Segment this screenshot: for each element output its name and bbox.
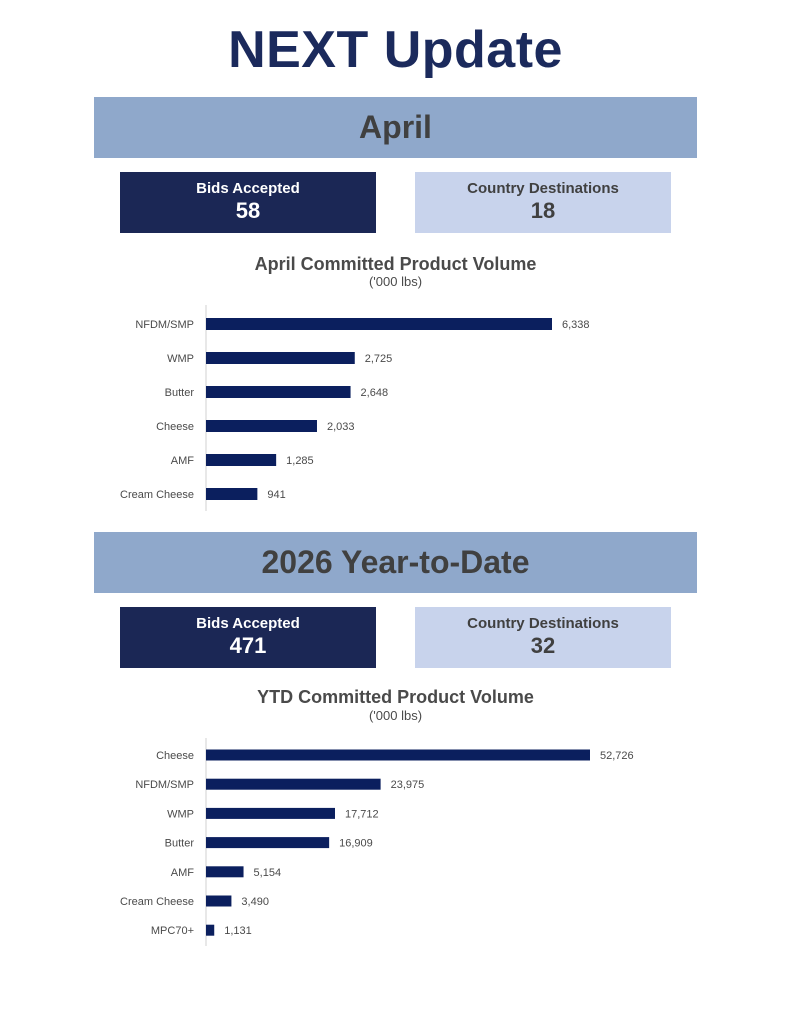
value-label: 2,033 (326, 421, 355, 433)
bar (206, 488, 257, 500)
category-label: Cheese (156, 421, 194, 433)
april-country-destinations-box (415, 172, 671, 233)
april-volume-bar-chart (0, 305, 791, 515)
category-label: Cream Cheese (120, 896, 194, 908)
bar (206, 386, 351, 398)
april-bids-accepted-label: Bids Accepted (196, 180, 300, 197)
april-chart-title: April Committed Product Volume (254, 254, 537, 274)
ytd-chart-title: YTD Committed Product Volume (257, 687, 534, 707)
ytd-bids-accepted-value: 471 (229, 633, 267, 658)
value-label: 6,338 (562, 319, 590, 331)
value-label: 2,725 (364, 353, 393, 365)
april-section-band: April (94, 97, 697, 158)
value-label: 1,285 (286, 455, 314, 467)
category-label: NFDM/SMP (135, 319, 194, 331)
category-label: MPC70+ (150, 925, 194, 938)
bar (206, 866, 244, 877)
value-label: 16,909 (339, 837, 373, 850)
value-label: 1,131 (224, 925, 252, 938)
category-label: AMF (170, 866, 194, 879)
ytd-country-destinations-value: 32 (530, 633, 556, 658)
category-label: Butter (164, 837, 194, 850)
value-label: 2,648 (360, 387, 389, 399)
value-label: 23,975 (390, 779, 425, 792)
bar (206, 352, 355, 364)
bar (206, 318, 552, 330)
april-bids-accepted-value: 58 (235, 198, 261, 223)
bar (206, 837, 329, 848)
bar (206, 808, 335, 819)
category-label: Cream Cheese (120, 489, 194, 501)
value-label: 52,726 (600, 750, 634, 762)
ytd-country-destinations-label: Country Destinations (467, 615, 619, 632)
value-label: 5,154 (253, 866, 282, 879)
category-label: WMP (167, 808, 194, 821)
category-label: AMF (170, 455, 194, 467)
ytd-section-band: 2026 Year-to-Date (94, 532, 697, 593)
bar (206, 454, 276, 466)
bar (206, 896, 231, 907)
category-label: NFDM/SMP (135, 779, 194, 792)
category-label: Cheese (156, 750, 194, 762)
value-label: 17,712 (344, 808, 379, 821)
april-bids-accepted-box (120, 172, 376, 233)
ytd-chart-subtitle: ('000 lbs) (368, 708, 423, 723)
ytd-volume-bar-chart (0, 738, 791, 950)
april-country-destinations-label: Country Destinations (467, 180, 619, 197)
ytd-bids-accepted-label: Bids Accepted (196, 615, 300, 632)
bar (206, 779, 381, 790)
page-title: NEXT Update (228, 21, 563, 79)
bar (206, 420, 317, 432)
april-country-destinations-value: 18 (530, 198, 556, 223)
value-label: 941 (267, 489, 286, 501)
ytd-country-destinations-box (415, 607, 671, 668)
category-label: Butter (164, 387, 194, 399)
ytd-bids-accepted-box (120, 607, 376, 668)
bar (206, 925, 214, 936)
category-label: WMP (167, 353, 194, 365)
april-chart-subtitle: ('000 lbs) (368, 274, 423, 289)
value-label: 3,490 (241, 896, 269, 908)
bar (206, 750, 590, 761)
